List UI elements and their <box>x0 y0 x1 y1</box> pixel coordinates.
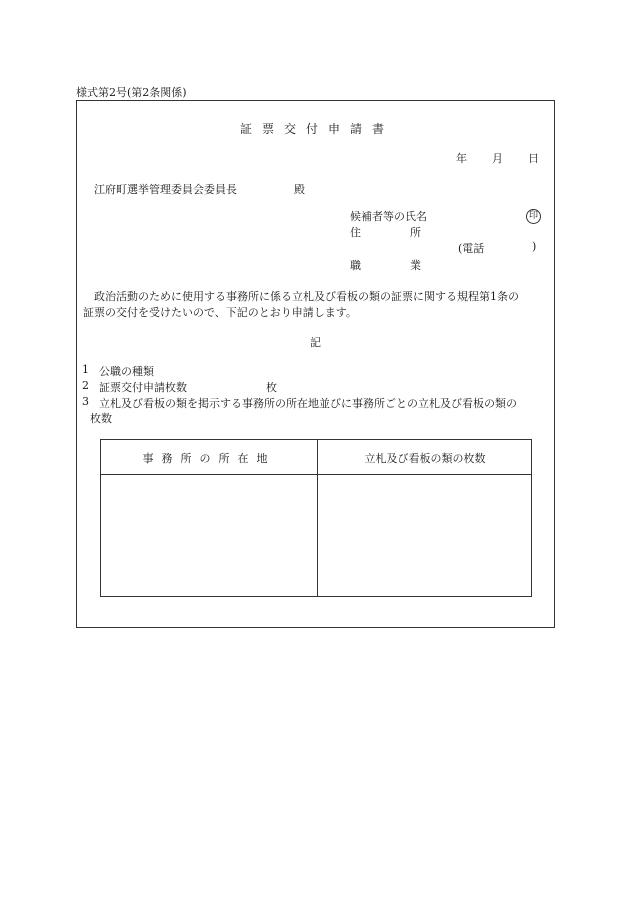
table-header-divider <box>101 474 531 475</box>
date-day: 日 <box>528 152 539 165</box>
item-3-num: 3 <box>82 395 89 408</box>
item-2-text: 証票交付申請枚数 <box>99 381 187 394</box>
date-month: 月 <box>492 152 503 165</box>
form-number-label: 様式第2号(第2条関係) <box>76 86 187 99</box>
item-3-cont: 枚数 <box>90 412 112 425</box>
address-label-1: 住 <box>350 226 361 239</box>
phone-label: (電話 <box>458 242 485 255</box>
office-table <box>100 439 532 597</box>
job-label-1: 職 <box>350 259 361 272</box>
form-title: 証票交付申請書 <box>240 122 395 136</box>
item-1-num: 1 <box>82 363 89 376</box>
table-header-count: 立札及び看板の類の枚数 <box>364 452 486 465</box>
phone-close: ) <box>532 240 537 253</box>
body-text-line-2: 証票の交付を受けたいので、下記のとおり申請します。 <box>83 306 357 319</box>
seal-icon: 印 <box>526 209 541 224</box>
item-3-text: 立札及び看板の類を掲示する事務所の所在地並びに事務所ごとの立札及び看板の類の <box>99 397 517 410</box>
seal-mark <box>526 208 541 224</box>
ki-heading: 記 <box>310 336 321 349</box>
job-label-2: 業 <box>410 259 421 272</box>
item-2-num: 2 <box>82 379 89 392</box>
item-2-suffix: 枚 <box>266 381 277 394</box>
applicant-name-label: 候補者等の氏名 <box>350 210 427 223</box>
date-year: 年 <box>456 152 467 165</box>
body-text-line-1: 政治活動のために使用する事務所に係る立札及び看板の類の証票に関する規程第1条の <box>94 290 519 303</box>
table-header-location: 事務所の所在地 <box>142 452 276 465</box>
address-label-2: 所 <box>410 226 421 239</box>
addressee-honorific: 殿 <box>294 183 305 196</box>
addressee-name: 江府町選挙管理委員会委員長 <box>94 183 237 196</box>
item-1-text: 公職の種類 <box>99 365 154 378</box>
